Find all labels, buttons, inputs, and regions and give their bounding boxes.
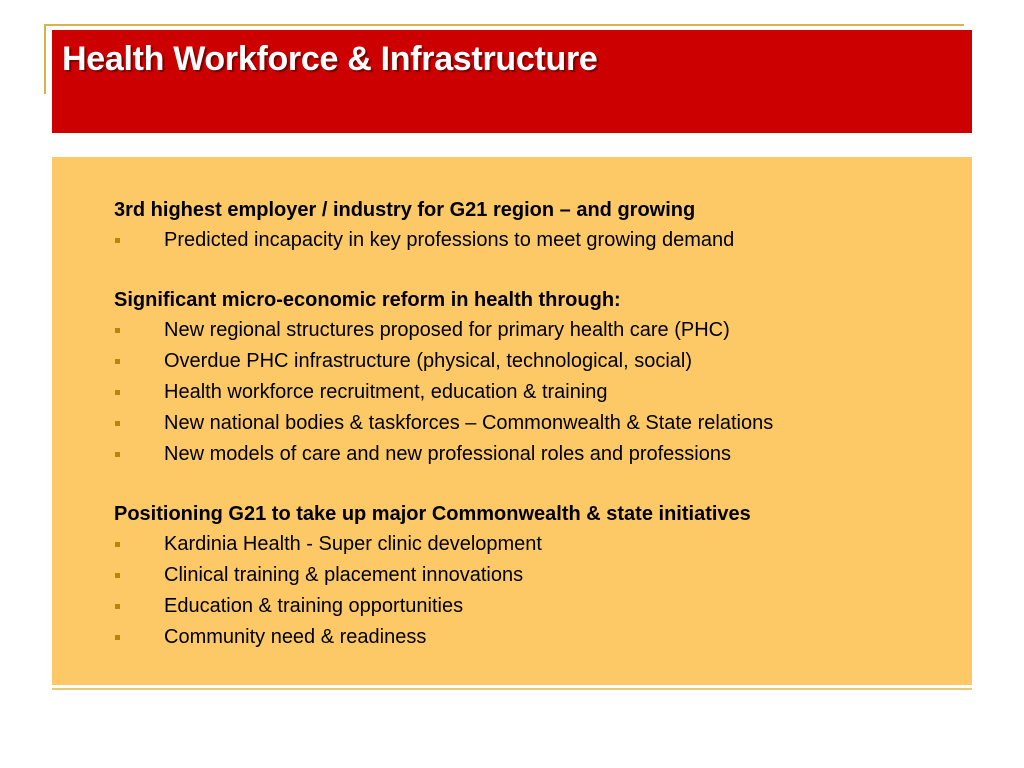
square-bullet-icon: [115, 359, 120, 364]
square-bullet-icon: [115, 542, 120, 547]
bullet-list: [114, 225, 964, 256]
list-item-text: New regional structures proposed for primary health care (PHC): [164, 319, 730, 341]
title-bar: [52, 30, 972, 133]
content-box: [52, 157, 972, 685]
content-body: [114, 195, 964, 653]
square-bullet-icon: [115, 604, 120, 609]
bullet-list: [114, 529, 964, 653]
section-heading: Positioning G21 to take up major Commonwealth & state initiatives: [114, 503, 751, 525]
list-item-text: Predicted incapacity in key professions to meet growing demand: [164, 229, 735, 251]
bullet-list: [114, 315, 964, 470]
square-bullet-icon: [115, 238, 120, 243]
list-item-text: Overdue PHC infrastructure (physical, technological, social): [164, 350, 692, 372]
section-positioning: [114, 499, 964, 653]
frame-left-line: [44, 24, 46, 94]
list-item: [114, 591, 964, 622]
list-item-text: Health workforce recruitment, education & training: [164, 381, 608, 403]
list-item-text: Education & training opportunities: [164, 595, 464, 617]
list-item: [114, 439, 964, 470]
square-bullet-icon: [115, 421, 120, 426]
list-item: [114, 408, 964, 439]
square-bullet-icon: [115, 635, 120, 640]
list-item-text: Kardinia Health - Super clinic development: [164, 533, 542, 555]
list-item: [114, 346, 964, 377]
section-spacer: [114, 470, 964, 499]
list-item-text: New models of care and new professional roles and professions: [164, 443, 731, 465]
list-item-text: New national bodies & taskforces – Commonwealth & State relations: [164, 412, 774, 434]
list-item: [114, 560, 964, 591]
square-bullet-icon: [115, 573, 120, 578]
section-reform: [114, 285, 964, 470]
section-heading: 3rd highest employer / industry for G21 region – and growing: [114, 199, 696, 221]
section-spacer: [114, 256, 964, 285]
section-heading: Significant micro-economic reform in health through:: [114, 289, 621, 311]
list-item: [114, 529, 964, 560]
square-bullet-icon: [115, 328, 120, 333]
square-bullet-icon: [115, 452, 120, 457]
section-employer: [114, 195, 964, 256]
frame-top-line: [44, 24, 964, 26]
list-item-text: Clinical training & placement innovations: [164, 564, 524, 586]
list-item: [114, 225, 964, 256]
list-item: [114, 622, 964, 653]
slide-title: Health Workforce & Infrastructure: [62, 40, 598, 78]
square-bullet-icon: [115, 390, 120, 395]
list-item: [114, 377, 964, 408]
list-item-text: Community need & readiness: [164, 626, 427, 648]
bottom-divider: [52, 688, 972, 690]
list-item: [114, 315, 964, 346]
